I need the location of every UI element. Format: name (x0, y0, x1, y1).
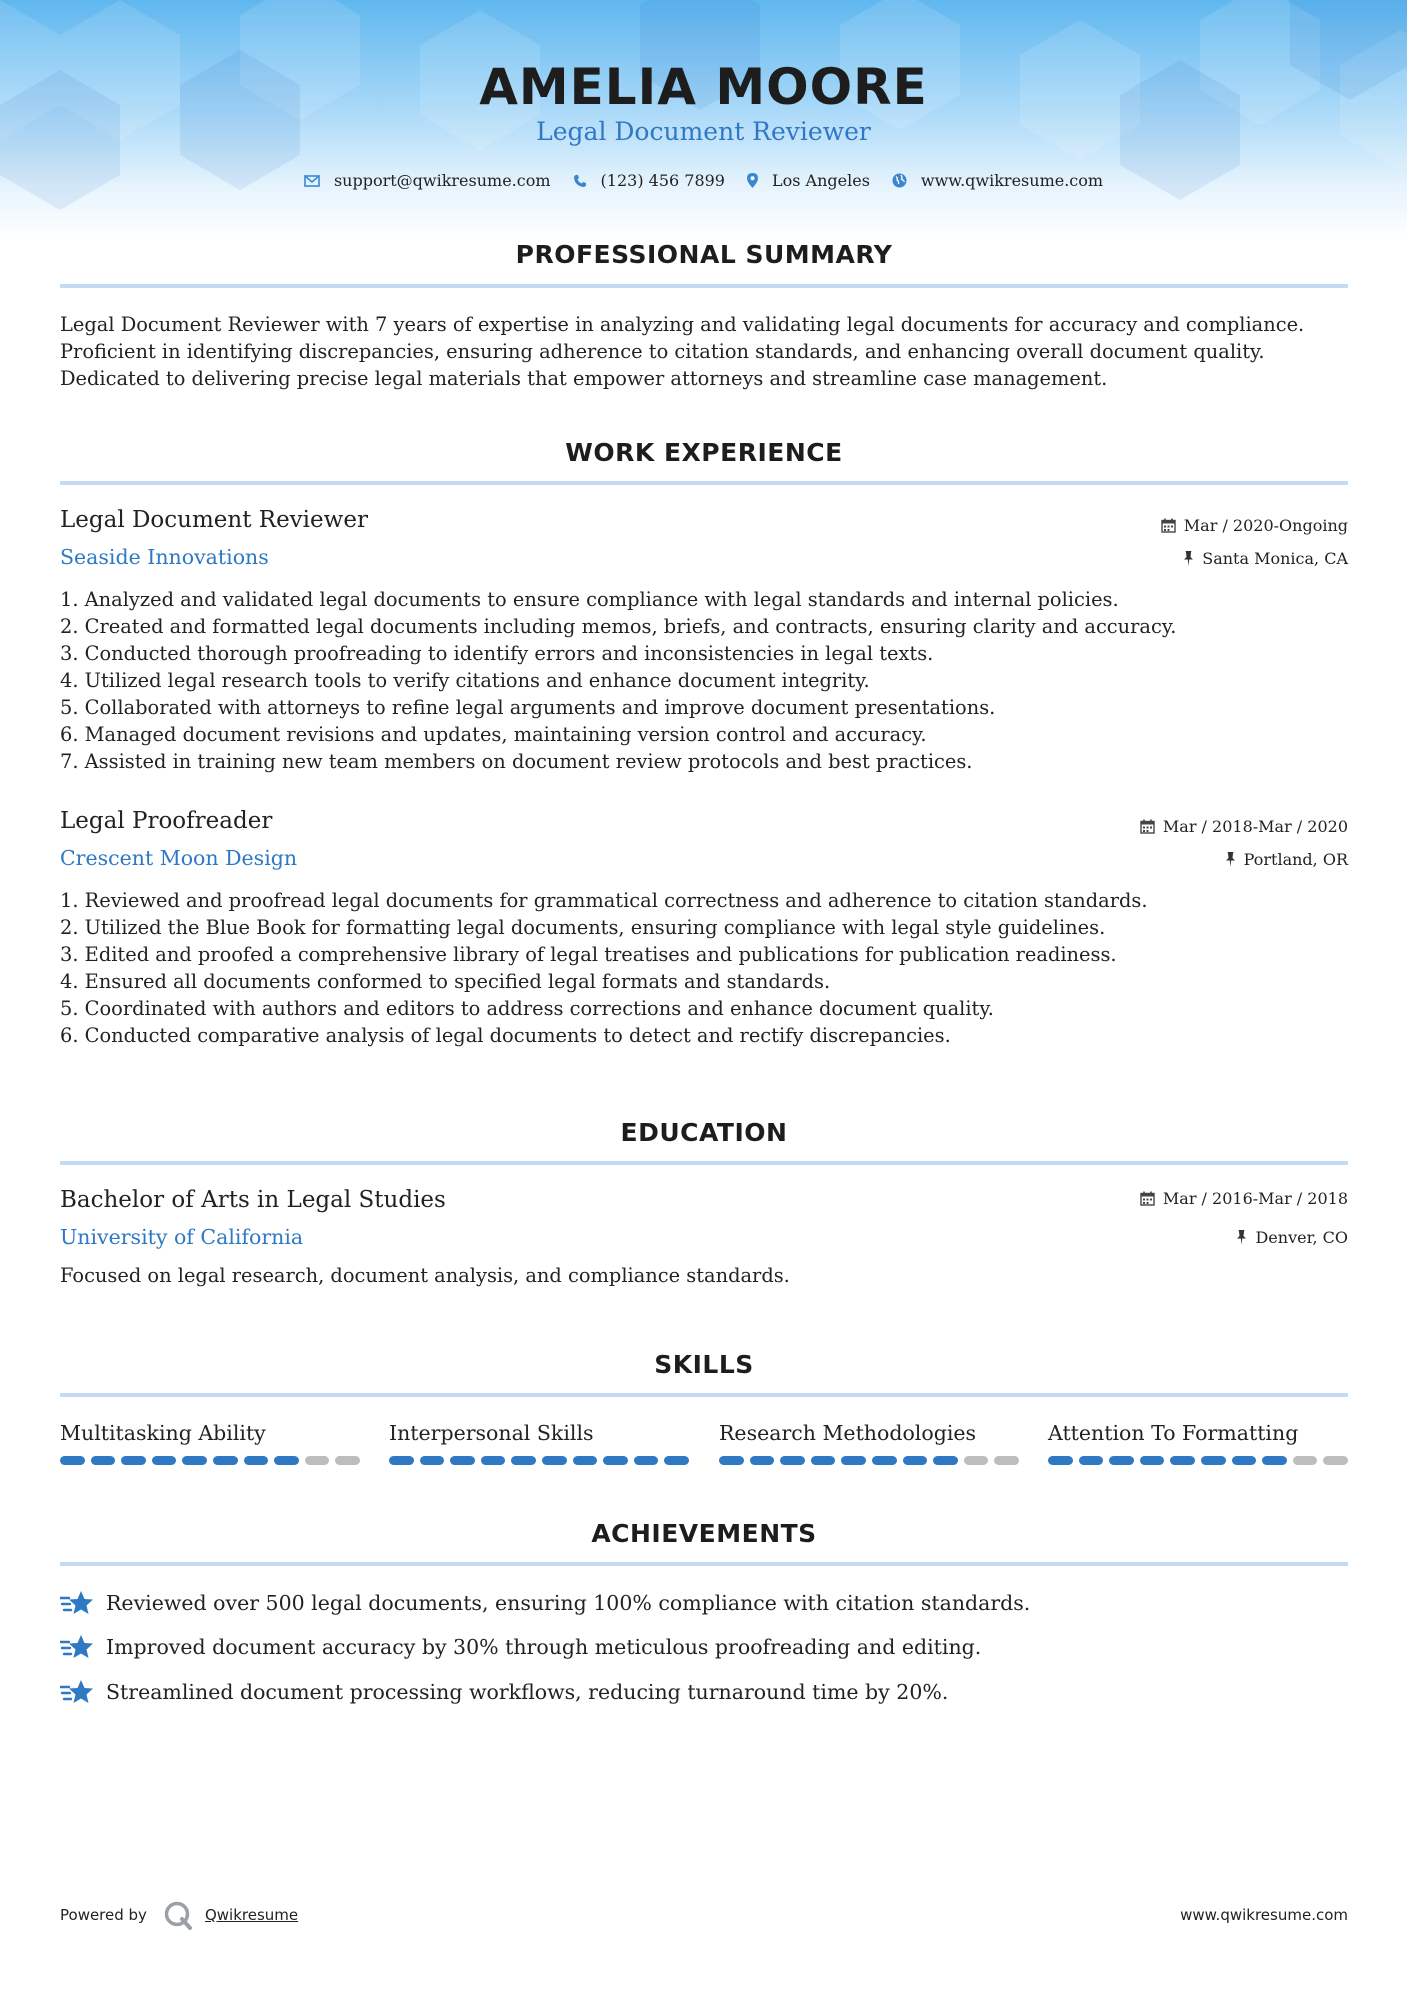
education-location-text: Denver, CO (1255, 1228, 1348, 1247)
skill-segment-filled (872, 1456, 897, 1465)
skill-segment-filled (603, 1456, 628, 1465)
list-item: 3. Edited and proofed a comprehensive library of legal treatises and publications for publication readiness. (60, 943, 1117, 966)
achievement-text: Streamlined document processing workflows, reducing turnaround time by 20%. (106, 1680, 949, 1704)
job-location (1183, 549, 1348, 568)
skill-segment-filled (780, 1456, 805, 1465)
contact-phone[interactable] (573, 171, 725, 190)
list-item: 5. Coordinated with authors and editors to address corrections and enhance document quality. (60, 997, 994, 1020)
calendar-icon (1140, 819, 1155, 834)
education-divider (60, 1161, 1348, 1165)
job-dates-text: Mar / 2020-Ongoing (1183, 516, 1348, 535)
skill-segment-filled (1079, 1456, 1104, 1465)
job-company: Seaside Innovations (60, 545, 269, 569)
powered-by-label: Powered by (60, 1906, 147, 1924)
skill-segment-filled (274, 1456, 299, 1465)
achievement-text: Improved document accuracy by 30% through meticulous proofreading and editing. (106, 1635, 982, 1659)
phone-icon (573, 174, 587, 188)
achievements-heading: ACHIEVEMENTS (591, 1519, 817, 1548)
list-item: 2. Utilized the Blue Book for formatting legal documents, ensuring compliance with legal style guidelines. (60, 916, 1106, 939)
skill-segment-empty (1323, 1456, 1348, 1465)
skill-segment-filled (542, 1456, 567, 1465)
website-text: www.qwikresume.com (920, 171, 1104, 190)
summary-divider (60, 284, 1348, 288)
achievement-text: Reviewed over 500 legal documents, ensuring 100% compliance with citation standards. (106, 1591, 1031, 1615)
experience-heading: WORK EXPERIENCE (565, 438, 843, 467)
skill-segment-filled (933, 1456, 958, 1465)
skill-segment-filled (664, 1456, 689, 1465)
skill-segment-filled (511, 1456, 536, 1465)
skill-segment-filled (244, 1456, 269, 1465)
education-description: Focused on legal research, document analysis, and compliance standards. (60, 1264, 790, 1287)
job-company: Crescent Moon Design (60, 846, 298, 870)
skill-segment-filled (182, 1456, 207, 1465)
skills-heading: SKILLS (654, 1350, 754, 1379)
skill-segment-filled (1048, 1456, 1073, 1465)
list-item: 5. Collaborated with attorneys to refine legal arguments and improve document presentations. (60, 696, 996, 719)
skill-segment-filled (389, 1456, 414, 1465)
summary-line: Proficient in identifying discrepancies, ensuring adherence to citation standards, and enhancing overall document quality. (60, 340, 1265, 363)
achievement-item (60, 1633, 981, 1661)
skill-segment-filled (634, 1456, 659, 1465)
phone-text: (123) 456 7899 (600, 171, 725, 190)
footer-website[interactable]: www.qwikresume.com (1180, 1906, 1348, 1924)
skill-segment-filled (1170, 1456, 1195, 1465)
skill-segment-empty (1293, 1456, 1318, 1465)
skill-segment-filled (811, 1456, 836, 1465)
skill-segment-empty (964, 1456, 989, 1465)
pin-icon (1236, 1230, 1247, 1245)
skill-level-bar (389, 1456, 689, 1465)
skill-segment-filled (420, 1456, 445, 1465)
job-title: Legal Proofreader (60, 808, 273, 834)
skill-segment-filled (450, 1456, 475, 1465)
job-title: Legal Document Reviewer (60, 507, 368, 533)
job-location-text: Santa Monica, CA (1202, 549, 1348, 568)
summary-heading: PROFESSIONAL SUMMARY (515, 240, 893, 269)
skill-segment-empty (305, 1456, 330, 1465)
job-responsibilities (60, 887, 1350, 1049)
skill-segment-filled (573, 1456, 598, 1465)
summary-line: Dedicated to delivering precise legal materials that empower attorneys and streamline case management. (60, 367, 1108, 390)
list-item: 4. Utilized legal research tools to verify citations and enhance document integrity. (60, 669, 870, 692)
skill-segment-filled (1262, 1456, 1287, 1465)
education-dates-text: Mar / 2016-Mar / 2018 (1162, 1189, 1348, 1208)
list-item: 1. Reviewed and proofread legal documents for grammatical correctness and adherence to citation standards. (60, 889, 1148, 912)
skill-segment-filled (60, 1456, 85, 1465)
skill-segment-filled (152, 1456, 177, 1465)
list-item: 4. Ensured all documents conformed to specified legal formats and standards. (60, 970, 831, 993)
calendar-icon (1161, 518, 1176, 533)
candidate-title: Legal Document Reviewer (536, 117, 871, 146)
skill-segment-filled (481, 1456, 506, 1465)
star-icon (60, 1678, 94, 1706)
skills-divider (60, 1393, 1348, 1397)
map-marker-icon (747, 173, 758, 188)
skill-segment-filled (213, 1456, 238, 1465)
list-item: 7. Assisted in training new team members on document review protocols and best practices. (60, 750, 973, 773)
job-responsibilities (60, 586, 1350, 775)
star-icon (60, 1589, 94, 1617)
footer-powered-by (60, 1900, 298, 1930)
skill-segment-empty (994, 1456, 1019, 1465)
skill-name: Attention To Formatting (1048, 1421, 1299, 1445)
job-location (1225, 850, 1348, 869)
skill-segment-filled (1109, 1456, 1134, 1465)
job-dates-text: Mar / 2018-Mar / 2020 (1162, 817, 1348, 836)
list-item: 6. Conducted comparative analysis of legal documents to detect and rectify discrepancies. (60, 1024, 951, 1047)
contact-bar (0, 171, 1407, 190)
education-location (1236, 1228, 1348, 1247)
contact-email[interactable] (304, 171, 551, 190)
skill-name: Research Methodologies (719, 1421, 977, 1445)
skill-segment-empty (335, 1456, 360, 1465)
skill-segment-filled (121, 1456, 146, 1465)
list-item: 2. Created and formatted legal documents including memos, briefs, and contracts, ensuring clarity and accuracy. (60, 615, 1177, 638)
job-dates (1140, 817, 1348, 836)
skill-segment-filled (91, 1456, 116, 1465)
achievement-item (60, 1678, 948, 1706)
skill-segment-filled (1140, 1456, 1165, 1465)
globe-icon (892, 173, 907, 188)
skill-segment-filled (719, 1456, 744, 1465)
envelope-icon (304, 175, 320, 187)
location-text: Los Angeles (771, 171, 870, 190)
job-dates (1161, 516, 1348, 535)
summary-text (60, 311, 1350, 392)
skill-segment-filled (1201, 1456, 1226, 1465)
job-location-text: Portland, OR (1243, 850, 1348, 869)
pin-icon (1183, 551, 1194, 566)
skill-level-bar (719, 1456, 1019, 1465)
candidate-name: AMELIA MOORE (479, 58, 928, 116)
skill-segment-filled (750, 1456, 775, 1465)
qwikresume-logo-icon (163, 1900, 193, 1930)
skill-segment-filled (841, 1456, 866, 1465)
education-dates (1140, 1189, 1348, 1208)
skill-level-bar (60, 1456, 360, 1465)
contact-location (747, 171, 870, 190)
education-heading: EDUCATION (620, 1118, 788, 1147)
contact-website[interactable] (892, 171, 1103, 190)
email-text: support@qwikresume.com (333, 171, 551, 190)
calendar-icon (1140, 1191, 1155, 1206)
skill-segment-filled (903, 1456, 928, 1465)
list-item: 6. Managed document revisions and updates, maintaining version control and accuracy. (60, 723, 927, 746)
qwikresume-link[interactable]: Qwikresume (204, 1906, 299, 1924)
skill-name: Interpersonal Skills (389, 1421, 594, 1445)
degree-title: Bachelor of Arts in Legal Studies (60, 1187, 446, 1213)
experience-divider (60, 481, 1348, 485)
star-icon (60, 1633, 94, 1661)
skill-name: Multitasking Ability (60, 1421, 266, 1445)
list-item: 3. Conducted thorough proofreading to identify errors and inconsistencies in legal texts. (60, 642, 934, 665)
skill-level-bar (1048, 1456, 1348, 1465)
summary-line: Legal Document Reviewer with 7 years of expertise in analyzing and validating legal documents for accuracy and compliance. (60, 313, 1305, 336)
school-name: University of California (60, 1225, 304, 1249)
achievement-item (60, 1589, 1030, 1617)
skill-segment-filled (1232, 1456, 1257, 1465)
pin-icon (1225, 852, 1236, 867)
achievements-divider (60, 1562, 1348, 1566)
list-item: 1. Analyzed and validated legal documents to ensure compliance with legal standards and internal policies. (60, 588, 1119, 611)
